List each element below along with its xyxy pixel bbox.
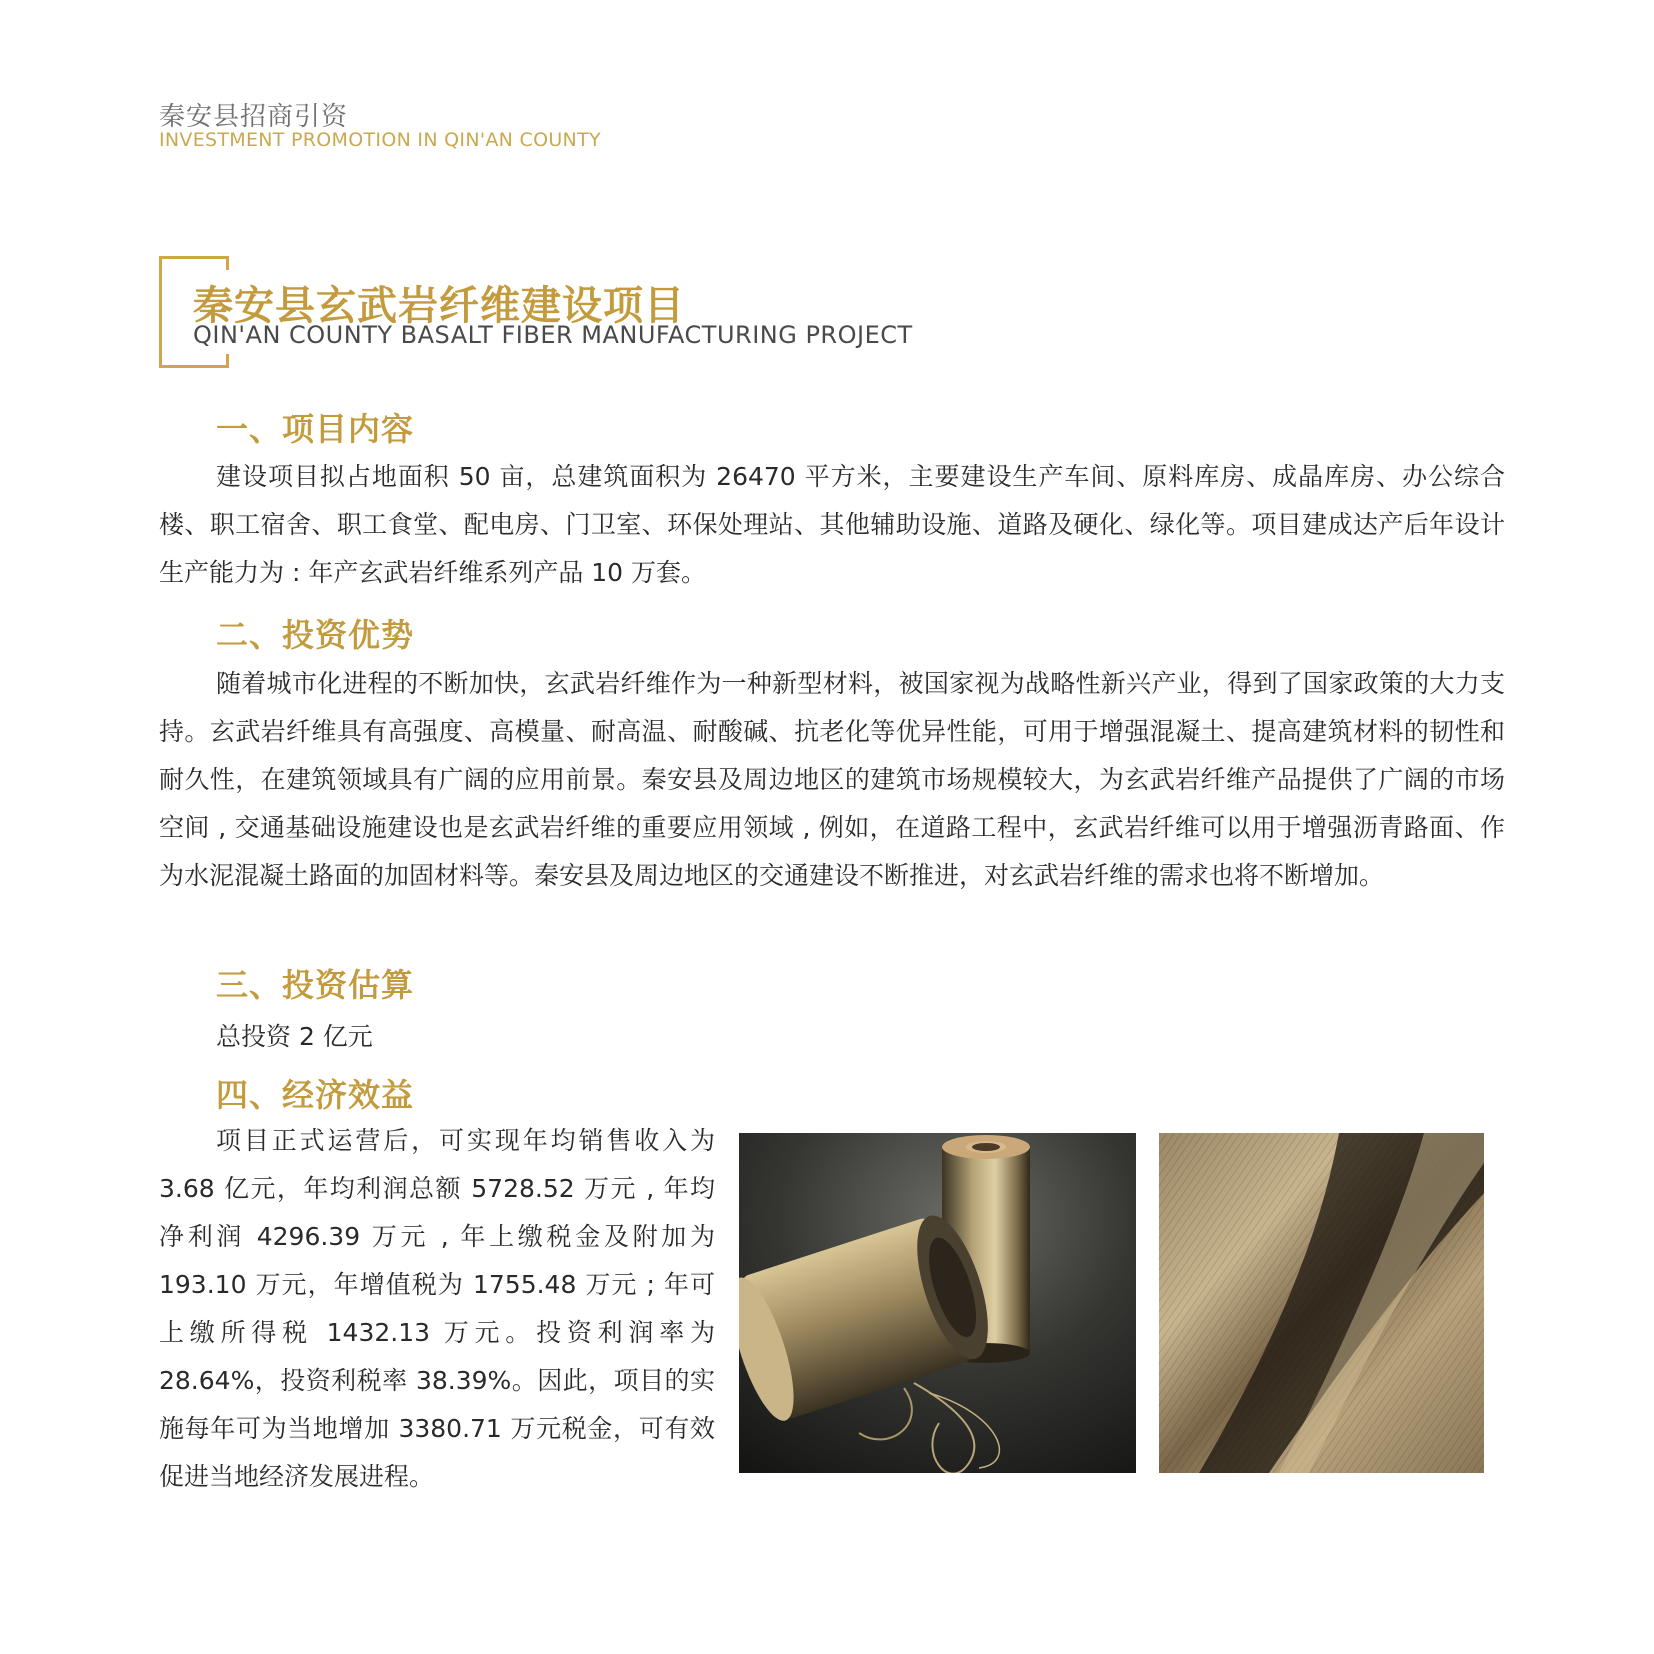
header-title-cn: 秦安县招商引资	[159, 102, 349, 132]
section-text-benefits: 项目正式运营后，可实现年均销售收入为 3.68 亿元，年均利润总额 5728.52 万元 , 年均净利润 4296.39 万元 , 年上缴税金及附加为 193.10 万元，年增值税为 1755.48 万元 ; 年可上缴所得税 1432.13 万元。投资利润率为 28.64%，投资利税率 38.39%。因此，项目的实施每年可为当地增加 3380.71 万元税金，可有效促进当地经济发展进程。	[159, 1126, 715, 1491]
project-title-cn: 秦安县玄武岩纤维建设项目	[193, 283, 685, 329]
section-text-content: 建设项目拟占地面积 50 亩，总建筑面积为 26470 平方米，主要建设生产车间、原料库房、成晶库房、办公综合楼、职工宿舍、职工食堂、配电房、门卫室、环保处理站、其他辅助设施、道路及硬化、绿化等。项目建成达产后年设计生产能力为 : 年产玄武岩纤维系列产品 10 万套。	[159, 462, 1505, 587]
header-title-en: INVESTMENT PROMOTION IN QIN'AN COUNTY	[159, 129, 601, 151]
basalt-fiber-spools-image	[739, 1133, 1136, 1473]
section-heading-benefits: 四、经济效益	[216, 1076, 415, 1114]
section-text-estimate: 总投资 2 亿元	[216, 1022, 373, 1051]
basalt-fiber-fabric-image	[1159, 1133, 1484, 1473]
section-heading-advantages: 二、投资优势	[216, 616, 415, 654]
section-heading-estimate: 三、投资估算	[216, 966, 415, 1004]
section-text-advantages: 随着城市化进程的不断加快，玄武岩纤维作为一种新型材料，被国家视为战略性新兴产业，得到了国家政策的大力支持。玄武岩纤维具有高强度、高模量、耐高温、耐酸碱、抗老化等优异性能，可用于增强混凝土、提高建筑材料的韧性和耐久性，在建筑领域具有广阔的应用前景。秦安县及周边地区的建筑市场规模较大，为玄武岩纤维产品提供了广阔的市场空间 , 交通基础设施建设也是玄武岩纤维的重要应用领域 , 例如，在道路工程中，玄武岩纤维可以用于增强沥青路面、作为水泥混凝土路面的加固材料等。秦安县及周边地区的交通建设不断推进，对玄武岩纤维的需求也将不断增加。	[159, 669, 1505, 890]
project-title-en: QIN'AN COUNTY BASALT FIBER MANUFACTURING PROJECT	[193, 321, 913, 349]
section-heading-content: 一、项目内容	[216, 410, 415, 448]
